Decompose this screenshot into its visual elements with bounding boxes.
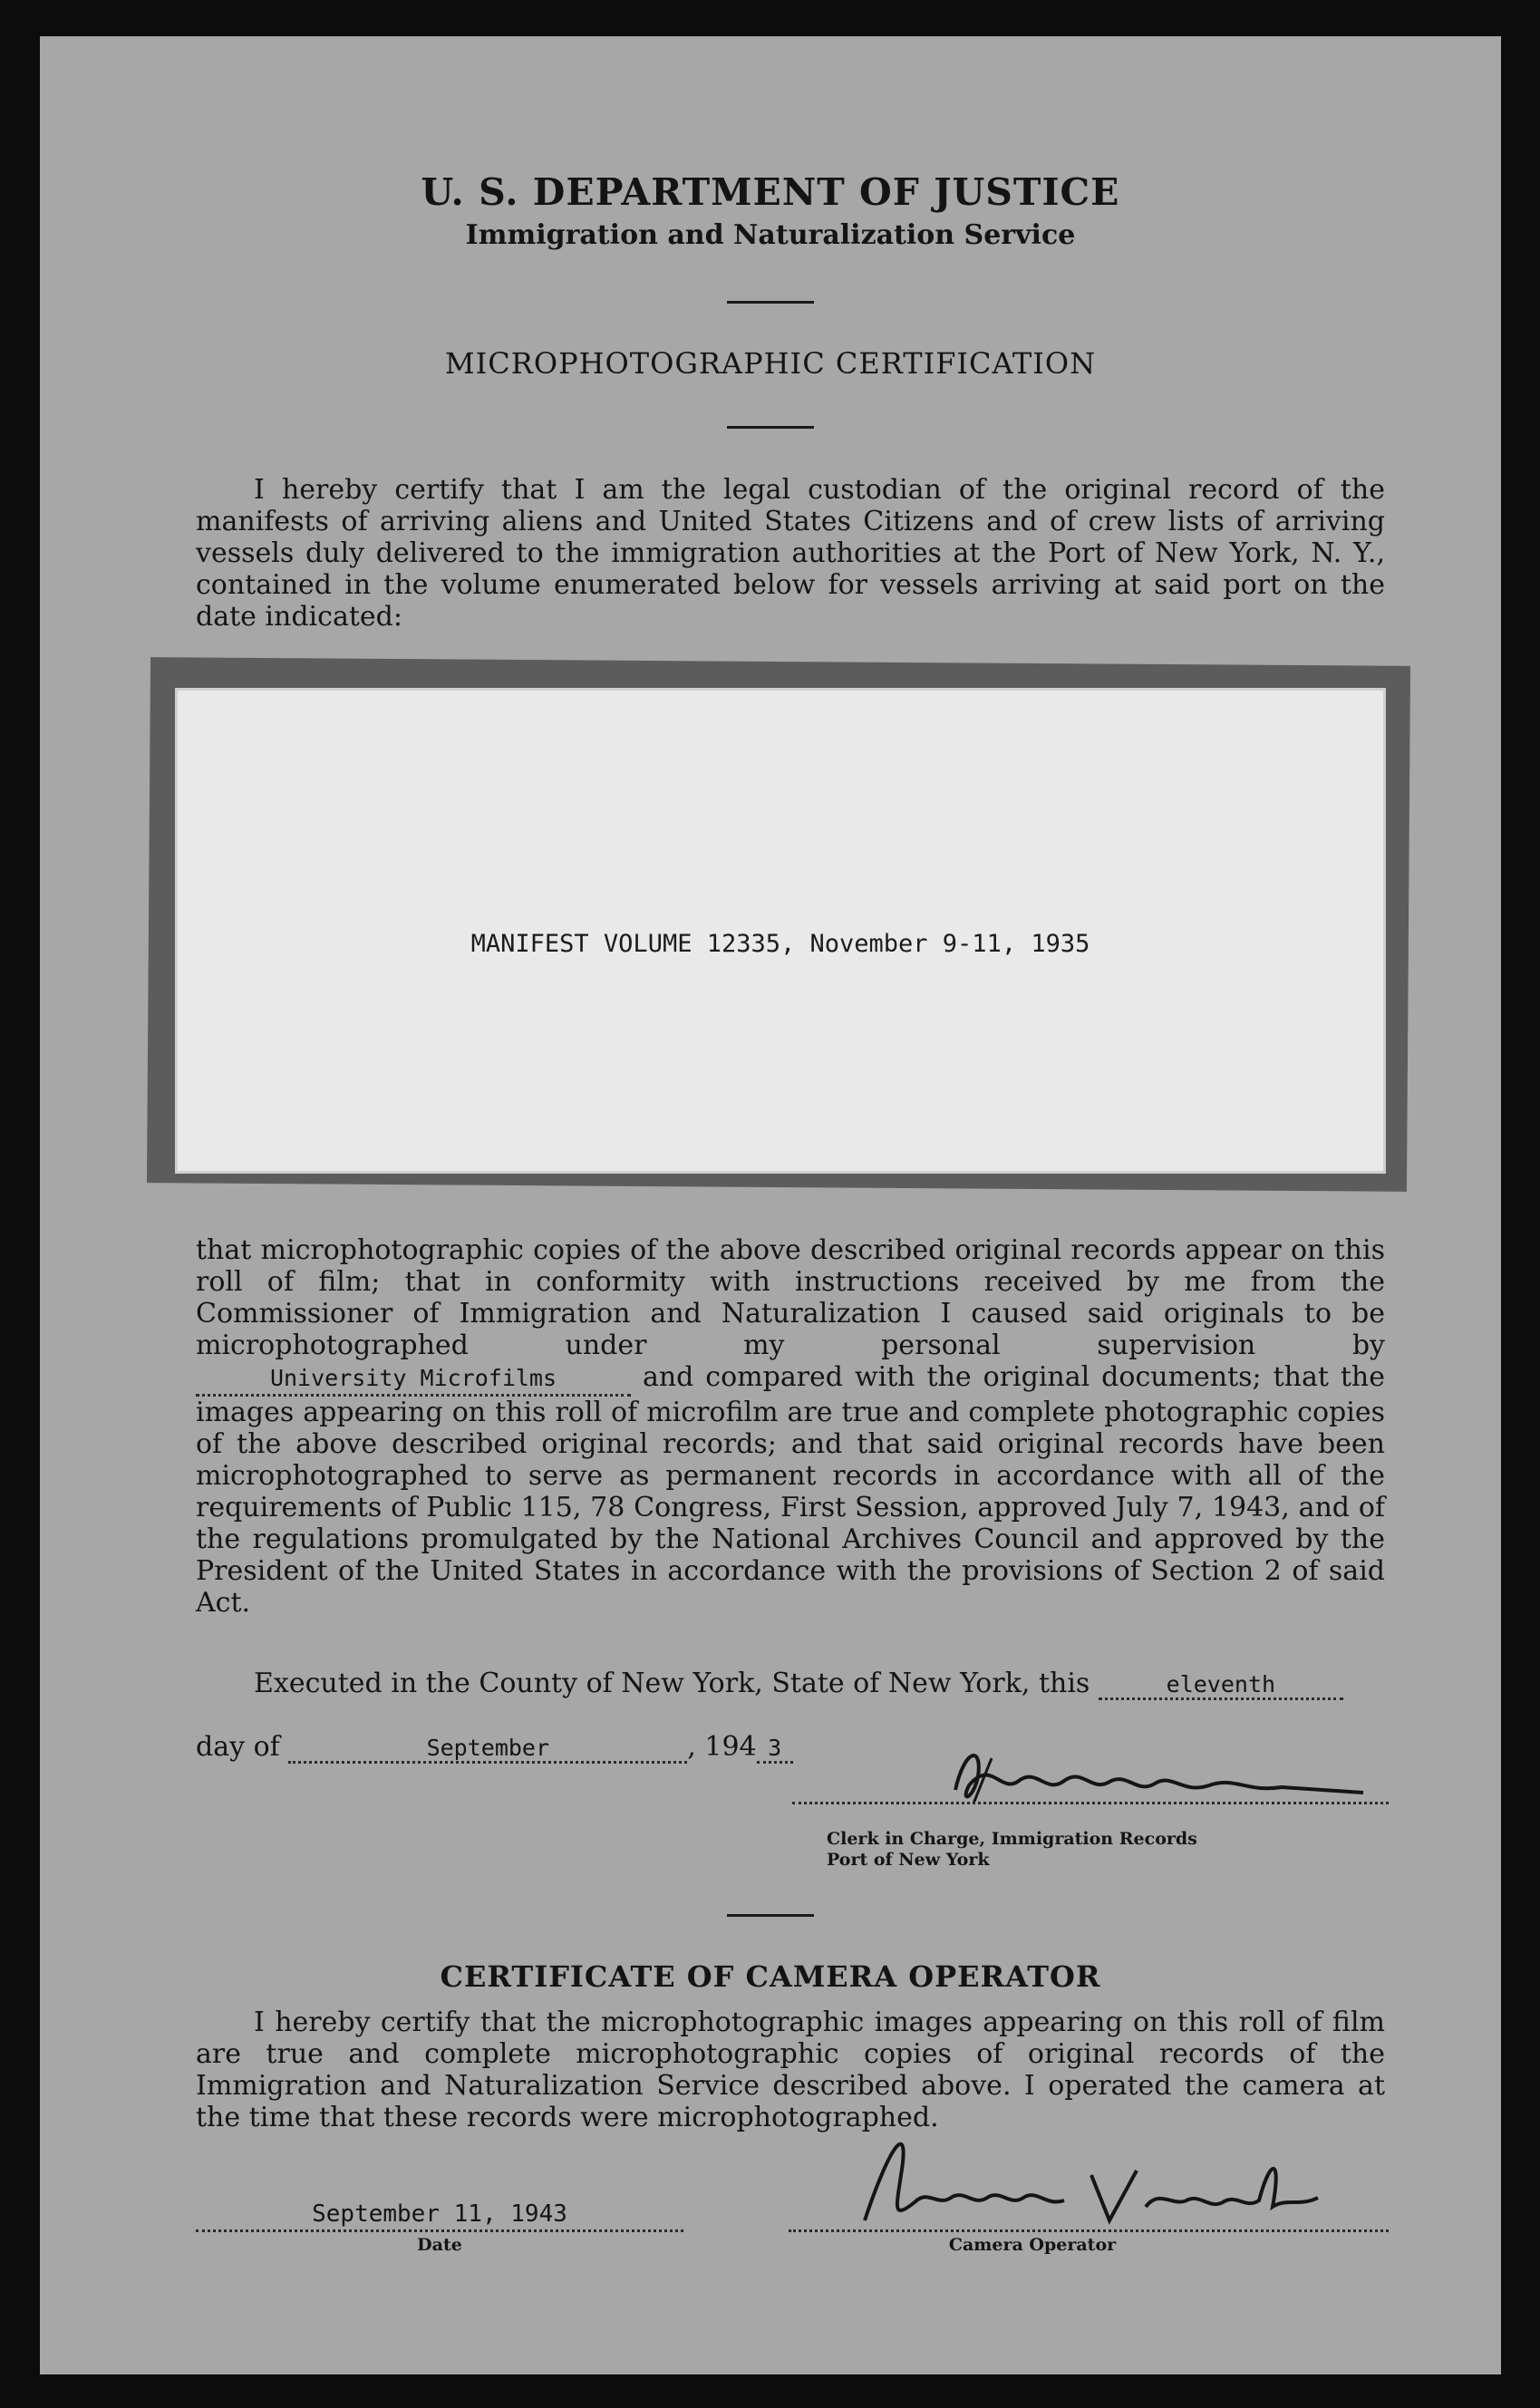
manifest-volume-text: MANIFEST VOLUME 12335, November 9-11, 1935 [470, 930, 1090, 958]
operator-date-field: September 11, 1943 [196, 2199, 683, 2232]
year-prefix: , 194 [687, 1731, 757, 1763]
month-line [196, 1731, 921, 1764]
clerk-title-line1: Clerk in Charge, Immigration Records [827, 1829, 1197, 1849]
custodian-paragraph: I hereby certify that I am the legal custodian of the original record of the manifests of arriving aliens and United States Citizens and of crew lists of arriving vessels duly delivered to the immigration authorities at the Port of New York, N. Y., contained in the volume enumerated below for vessels arriving at said port on the date indicated: [196, 474, 1385, 633]
clerk-signature-line [792, 1802, 1389, 1804]
divider-rule [727, 426, 814, 429]
body-rest-text: and compared with the original documents; that the images appearing on this roll of microfilm are true and complete photographic copies of the above described original records; and that said original records have been microphotographed to serve as permanent records in accordance with all of the requirements of Public 115, 78 Congress, First Session, approved July 7, 1943, and of the regulations promulgated by the National Archives Council and approved by the President of the United States in accordance with the provisions of Section 2 of said Act. [196, 1361, 1385, 1619]
service-subtitle: Immigration and Naturalization Service [465, 219, 1076, 251]
camera-operator-paragraph: I hereby certify that the microphotographic images appearing on this roll of film are true and complete microphotographic copies of original records of the Immigration and Naturalization Service described above. I operated the camera at the time that these records were microphotographed. [196, 2007, 1385, 2133]
camera-operator-signature-line [789, 2229, 1389, 2232]
year-digit-field: 3 [757, 1735, 793, 1764]
agency-title: U. S. DEPARTMENT OF JUSTICE [421, 170, 1120, 214]
certificate-page [40, 36, 1501, 2374]
camera-operator-label: Camera Operator [948, 2235, 1117, 2255]
day-of-label: day of [196, 1731, 280, 1763]
clerk-signature [937, 1740, 1390, 1816]
execution-line [196, 1668, 1385, 1700]
execution-month-field: September [288, 1735, 687, 1764]
date-label: Date [417, 2235, 462, 2255]
divider-rule [727, 301, 814, 304]
camera-operator-signature [828, 2121, 1336, 2242]
inserted-volume-card [178, 691, 1383, 1171]
execution-prefix: Executed in the County of New York, State of New York, this [254, 1668, 1090, 1699]
execution-day-field: eleventh [1099, 1671, 1343, 1700]
camera-operator-title: CERTIFICATE OF CAMERA OPERATOR [440, 1959, 1101, 1994]
clerk-title-line2: Port of New York [827, 1850, 990, 1870]
body-lead-text: that microphotographic copies of the above described original records appear on this roll of film; that in conformity with instructions received by me from the Commissioner of Immigration and Naturalization I caused said originals to be microphotographed under my personal supervision by [196, 1234, 1385, 1361]
divider-rule [727, 1914, 814, 1917]
certification-body [196, 1234, 1385, 1619]
certification-title: MICROPHOTOGRAPHIC CERTIFICATION [444, 346, 1097, 381]
photographer-field: University Microfilms [196, 1362, 631, 1397]
clerk-title [827, 1829, 1197, 1871]
